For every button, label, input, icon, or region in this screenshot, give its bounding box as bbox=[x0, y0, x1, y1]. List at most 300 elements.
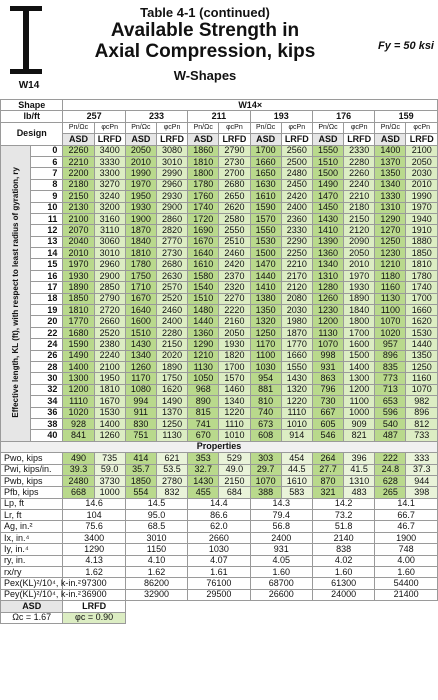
lrfd-strength-cell: 2630 bbox=[156, 270, 187, 281]
asd-strength-cell: 1200 bbox=[312, 316, 343, 327]
property-value: 838 bbox=[312, 544, 374, 555]
lrfd-strength-cell: 2450 bbox=[281, 179, 312, 190]
lrfd-strength-cell: 1370 bbox=[156, 407, 187, 418]
lrfd-strength-cell: 2700 bbox=[219, 168, 250, 179]
asd-symbol: Pn/Ωc bbox=[188, 122, 219, 133]
lrfd-strength-cell: 821 bbox=[344, 430, 375, 441]
lrfd-strength-cell: 1220 bbox=[219, 407, 250, 418]
lrfd-strength-cell: 1880 bbox=[406, 236, 438, 247]
kl-value: 38 bbox=[31, 418, 63, 429]
asd-strength-cell: 835 bbox=[375, 361, 406, 372]
property-value: 2480 bbox=[63, 475, 94, 486]
property-value: 75.6 bbox=[63, 521, 125, 532]
asd-strength-cell: 1490 bbox=[312, 179, 343, 190]
lrfd-strength-cell: 2520 bbox=[94, 327, 125, 338]
asd-strength-cell: 1630 bbox=[250, 179, 281, 190]
asd-strength-cell: 1260 bbox=[125, 361, 156, 372]
asd-strength-cell: 1100 bbox=[375, 305, 406, 316]
strength-row bbox=[1, 202, 438, 213]
property-value: 1850 bbox=[125, 475, 156, 486]
asd-strength-cell: 1640 bbox=[125, 305, 156, 316]
asd-strength-cell: 1160 bbox=[375, 282, 406, 293]
property-value: 14.2 bbox=[312, 498, 374, 509]
kl-value: 22 bbox=[31, 327, 63, 338]
lrfd-strength-cell: 2790 bbox=[94, 293, 125, 304]
property-value: 62.0 bbox=[188, 521, 250, 532]
asd-strength-cell: 1690 bbox=[188, 225, 219, 236]
property-value: 76100 bbox=[188, 578, 250, 589]
lrfd-strength-cell: 3300 bbox=[94, 168, 125, 179]
lrfd-strength-cell: 2730 bbox=[156, 248, 187, 259]
weight-value: 257 bbox=[63, 111, 125, 122]
property-value: 51.8 bbox=[312, 521, 374, 532]
weight-value: 176 bbox=[312, 111, 374, 122]
property-value: 53.5 bbox=[156, 464, 187, 475]
asd-strength-cell: 540 bbox=[375, 418, 406, 429]
lrfd-strength-cell: 1770 bbox=[281, 339, 312, 350]
strength-row bbox=[1, 236, 438, 247]
property-value: 4.13 bbox=[63, 555, 125, 566]
lrfd-strength-cell: 1530 bbox=[406, 327, 438, 338]
property-value: 264 bbox=[312, 453, 343, 464]
lrfd-strength-cell: 2330 bbox=[344, 145, 375, 156]
asd-strength-cell: 653 bbox=[375, 396, 406, 407]
lrfd-strength-cell: 1110 bbox=[219, 418, 250, 429]
lrfd-strength-cell: 3400 bbox=[94, 145, 125, 156]
property-value: 29.7 bbox=[250, 464, 281, 475]
asd-strength-cell: 1570 bbox=[250, 213, 281, 224]
asd-strength-cell: 1210 bbox=[375, 259, 406, 270]
kl-value: 34 bbox=[31, 396, 63, 407]
lrfd-strength-cell: 1200 bbox=[344, 384, 375, 395]
shape-label: Shape bbox=[1, 100, 63, 111]
properties-title: Properties bbox=[1, 441, 438, 452]
lrfd-strength-cell: 2180 bbox=[344, 202, 375, 213]
asd-strength-cell: 1860 bbox=[188, 145, 219, 156]
property-value: 735 bbox=[94, 453, 125, 464]
asd-strength-cell: 830 bbox=[125, 418, 156, 429]
lrfd-strength-cell: 914 bbox=[281, 430, 312, 441]
property-value: 454 bbox=[281, 453, 312, 464]
property-value: 14.1 bbox=[375, 498, 438, 509]
lrfd-strength-cell: 1430 bbox=[281, 373, 312, 384]
asd-strength-cell: 1340 bbox=[375, 179, 406, 190]
asd-strength-cell: 1610 bbox=[188, 259, 219, 270]
asd-strength-cell: 546 bbox=[312, 430, 343, 441]
lrfd-strength-cell: 2820 bbox=[156, 225, 187, 236]
property-value: 668 bbox=[63, 487, 94, 498]
lrfd-strength-cell: 2050 bbox=[406, 156, 438, 167]
asd-strength-cell: 1870 bbox=[125, 225, 156, 236]
strength-row bbox=[1, 350, 438, 361]
strength-row bbox=[1, 282, 438, 293]
asd-strength-cell: 1320 bbox=[250, 316, 281, 327]
asd-strength-cell: 1770 bbox=[63, 316, 94, 327]
kl-value: 18 bbox=[31, 293, 63, 304]
asd-strength-cell: 1710 bbox=[125, 282, 156, 293]
property-value: 4.02 bbox=[312, 555, 374, 566]
asd-strength-cell: 1700 bbox=[250, 145, 281, 156]
asd-strength-cell: 1390 bbox=[312, 236, 343, 247]
table-subtitle: W-Shapes bbox=[173, 68, 237, 83]
lrfd-strength-cell: 1700 bbox=[344, 327, 375, 338]
lrfd-strength-cell: 1400 bbox=[94, 418, 125, 429]
lrfd-strength-cell: 1950 bbox=[94, 373, 125, 384]
lrfd-strength-cell: 2560 bbox=[281, 145, 312, 156]
property-value: 321 bbox=[312, 487, 343, 498]
lrfd-strength-cell: 1350 bbox=[406, 350, 438, 361]
lrfd-strength-cell: 2510 bbox=[219, 236, 250, 247]
lrfd-strength-cell: 1910 bbox=[406, 225, 438, 236]
asd-strength-cell: 1350 bbox=[375, 168, 406, 179]
property-value: 68700 bbox=[250, 578, 312, 589]
lrfd-strength-cell: 1130 bbox=[156, 430, 187, 441]
asd-strength-cell: 1070 bbox=[312, 339, 343, 350]
asd-strength-cell: 2210 bbox=[63, 156, 94, 167]
effective-length-axis bbox=[1, 145, 31, 441]
strength-row bbox=[1, 270, 438, 281]
lrfd-label: LRFD bbox=[94, 134, 125, 145]
property-label: Iy, in.⁴ bbox=[1, 544, 63, 555]
symbol-row bbox=[1, 122, 438, 133]
asd-strength-cell: 1680 bbox=[63, 327, 94, 338]
property-value: 56.8 bbox=[250, 521, 312, 532]
property-label: Pey(KL)²/10⁴, k-in.² bbox=[1, 589, 63, 600]
lrfd-strength-cell: 3330 bbox=[94, 156, 125, 167]
lrfd-strength-cell: 3270 bbox=[94, 179, 125, 190]
lrfd-strength-cell: 2120 bbox=[344, 225, 375, 236]
asd-strength-cell: 1510 bbox=[125, 327, 156, 338]
kl-value: 10 bbox=[31, 202, 63, 213]
asd-strength-cell: 1800 bbox=[188, 168, 219, 179]
asd-strength-cell: 1250 bbox=[250, 327, 281, 338]
lrfd-strength-cell: 3080 bbox=[156, 145, 187, 156]
property-value: 832 bbox=[156, 487, 187, 498]
lrfd-strength-cell: 2010 bbox=[344, 259, 375, 270]
asd-strength-cell: 487 bbox=[375, 430, 406, 441]
asd-strength-cell: 890 bbox=[188, 396, 219, 407]
section-property-row bbox=[1, 532, 438, 543]
lrfd-strength-cell: 1460 bbox=[219, 384, 250, 395]
property-row bbox=[1, 498, 438, 509]
lrfd-strength-cell: 2120 bbox=[281, 282, 312, 293]
property-label: Pwi, kips/in. bbox=[1, 464, 63, 475]
property-value: 97300 bbox=[63, 578, 125, 589]
asd-strength-cell: 1480 bbox=[188, 305, 219, 316]
strength-row bbox=[1, 293, 438, 304]
asd-strength-cell: 841 bbox=[63, 430, 94, 441]
kl-value: 11 bbox=[31, 213, 63, 224]
asd-strength-cell: 863 bbox=[312, 373, 343, 384]
lrfd-strength-cell: 2320 bbox=[219, 282, 250, 293]
lrfd-strength-cell: 1010 bbox=[281, 418, 312, 429]
kl-value: 40 bbox=[31, 430, 63, 441]
lrfd-strength-cell: 2570 bbox=[156, 282, 187, 293]
asd-strength-cell: 1250 bbox=[375, 236, 406, 247]
asd-strength-cell: 1350 bbox=[250, 305, 281, 316]
lrfd-strength-cell: 1570 bbox=[219, 373, 250, 384]
property-value: 870 bbox=[312, 475, 343, 486]
strength-row bbox=[1, 430, 438, 441]
property-value: 4.05 bbox=[250, 555, 312, 566]
asd-strength-cell: 810 bbox=[250, 396, 281, 407]
lrfd-strength-cell: 2460 bbox=[156, 305, 187, 316]
asd-strength-cell: 673 bbox=[250, 418, 281, 429]
lrfd-strength-cell: 2520 bbox=[156, 293, 187, 304]
kl-value: 30 bbox=[31, 373, 63, 384]
lrfd-strength-cell: 1820 bbox=[219, 350, 250, 361]
property-value: 265 bbox=[375, 487, 406, 498]
asd-strength-cell: 2010 bbox=[125, 156, 156, 167]
property-value: 2400 bbox=[250, 532, 312, 543]
kl-value: 32 bbox=[31, 384, 63, 395]
lrfd-strength-cell: 1850 bbox=[406, 248, 438, 259]
lrfd-strength-cell: 1810 bbox=[406, 259, 438, 270]
property-value: 14.4 bbox=[188, 498, 250, 509]
section-property-row bbox=[1, 544, 438, 555]
lrfd-strength-cell: 2050 bbox=[344, 248, 375, 259]
lrfd-strength-cell: 3240 bbox=[94, 191, 125, 202]
lrfd-strength-cell: 1930 bbox=[344, 282, 375, 293]
kl-value: 12 bbox=[31, 225, 63, 236]
asd-symbol: Pn/Ωc bbox=[250, 122, 281, 133]
property-value: 1.60 bbox=[250, 567, 312, 578]
section-property-row bbox=[1, 578, 438, 589]
lrfd-strength-cell: 1530 bbox=[94, 407, 125, 418]
lrfd-strength-cell: 2580 bbox=[219, 213, 250, 224]
lrfd-strength-cell: 1660 bbox=[281, 350, 312, 361]
lrfd-strength-cell: 2680 bbox=[219, 179, 250, 190]
property-row bbox=[1, 475, 438, 486]
property-value: 24.8 bbox=[375, 464, 406, 475]
property-value: 27.7 bbox=[312, 464, 343, 475]
property-value: 529 bbox=[219, 453, 250, 464]
lrfd-strength-cell: 1840 bbox=[344, 305, 375, 316]
asd-strength-cell: 1070 bbox=[375, 316, 406, 327]
lrfd-strength-cell: 2620 bbox=[219, 202, 250, 213]
asd-label: ASD bbox=[188, 134, 219, 145]
property-row bbox=[1, 487, 438, 498]
lrfd-strength-cell: 3160 bbox=[94, 213, 125, 224]
lrfd-strength-cell: 3110 bbox=[94, 225, 125, 236]
asd-strength-cell: 815 bbox=[188, 407, 219, 418]
lrfd-strength-cell: 2550 bbox=[219, 225, 250, 236]
lrfd-strength-cell: 2930 bbox=[156, 191, 187, 202]
property-value: 3010 bbox=[125, 532, 187, 543]
lrfd-strength-cell: 2100 bbox=[406, 145, 438, 156]
design-label: Design bbox=[1, 122, 63, 145]
asd-strength-cell: 1900 bbox=[125, 213, 156, 224]
asd-strength-cell: 2130 bbox=[63, 202, 94, 213]
asd-strength-cell: 1200 bbox=[63, 384, 94, 395]
asd-strength-cell: 1080 bbox=[125, 384, 156, 395]
asd-strength-cell: 881 bbox=[250, 384, 281, 395]
asd-strength-cell: 1640 bbox=[188, 248, 219, 259]
table-number: Table 4-1 (continued) bbox=[140, 5, 270, 20]
lrfd-strength-cell: 733 bbox=[406, 430, 438, 441]
asd-strength-cell: 994 bbox=[125, 396, 156, 407]
lrfd-strength-cell: 1250 bbox=[156, 418, 187, 429]
weight-label: lb/ft bbox=[1, 111, 63, 122]
lrfd-strength-cell: 909 bbox=[344, 418, 375, 429]
asd-strength-cell: 911 bbox=[125, 407, 156, 418]
asd-strength-cell: 751 bbox=[125, 430, 156, 441]
property-value: 37.3 bbox=[406, 464, 438, 475]
table-header bbox=[0, 0, 438, 98]
asd-strength-cell: 1670 bbox=[125, 293, 156, 304]
asd-strength-cell: 605 bbox=[312, 418, 343, 429]
property-row bbox=[1, 453, 438, 464]
strength-row bbox=[1, 327, 438, 338]
lrfd-symbol: φcPn bbox=[344, 122, 375, 133]
lrfd-strength-cell: 1600 bbox=[344, 339, 375, 350]
lrfd-strength-cell: 812 bbox=[406, 418, 438, 429]
lrfd-label: LRFD bbox=[406, 134, 438, 145]
property-value: 46.7 bbox=[375, 521, 438, 532]
property-value: 29500 bbox=[188, 589, 250, 600]
property-value: 583 bbox=[281, 487, 312, 498]
property-label: Ix, in.⁴ bbox=[1, 532, 63, 543]
asd-strength-cell: 1780 bbox=[125, 259, 156, 270]
asd-strength-cell: 2040 bbox=[63, 236, 94, 247]
asd-strength-cell: 1810 bbox=[188, 156, 219, 167]
asd-strength-cell: 1810 bbox=[125, 248, 156, 259]
section-property-row bbox=[1, 555, 438, 566]
lrfd-strength-cell: 2360 bbox=[281, 213, 312, 224]
property-label: rx/ry bbox=[1, 567, 63, 578]
lrfd-strength-cell: 1300 bbox=[344, 373, 375, 384]
property-value: 621 bbox=[156, 453, 187, 464]
property-value: 35.7 bbox=[125, 464, 156, 475]
property-value: 59.0 bbox=[94, 464, 125, 475]
lrfd-strength-cell: 982 bbox=[406, 396, 438, 407]
asd-strength-cell: 1170 bbox=[250, 339, 281, 350]
property-value: 2780 bbox=[156, 475, 187, 486]
asd-strength-cell: 1930 bbox=[63, 270, 94, 281]
strength-row bbox=[1, 248, 438, 259]
lrfd-strength-cell: 1970 bbox=[406, 202, 438, 213]
kl-value: 20 bbox=[31, 316, 63, 327]
asd-strength-cell: 1430 bbox=[125, 339, 156, 350]
kl-value: 19 bbox=[31, 305, 63, 316]
property-row bbox=[1, 464, 438, 475]
asd-strength-cell: 1360 bbox=[312, 248, 343, 259]
kl-value: 15 bbox=[31, 259, 63, 270]
property-label: Lp, ft bbox=[1, 498, 63, 509]
asd-strength-cell: 1130 bbox=[312, 327, 343, 338]
asd-strength-cell: 1410 bbox=[250, 282, 281, 293]
lrfd-strength-cell: 2900 bbox=[94, 270, 125, 281]
asd-strength-cell: 1280 bbox=[312, 282, 343, 293]
strength-row bbox=[1, 225, 438, 236]
property-value: 333 bbox=[406, 453, 438, 464]
property-value: 1310 bbox=[344, 475, 375, 486]
asd-strength-cell: 1230 bbox=[312, 305, 343, 316]
asd-strength-cell: 2050 bbox=[125, 145, 156, 156]
property-value: 396 bbox=[344, 453, 375, 464]
property-value: 86.6 bbox=[188, 510, 250, 521]
property-value: 748 bbox=[375, 544, 438, 555]
asd-strength-cell: 2070 bbox=[63, 225, 94, 236]
lrfd-strength-cell: 2790 bbox=[219, 145, 250, 156]
property-value: 303 bbox=[250, 453, 281, 464]
kl-value: 8 bbox=[31, 179, 63, 190]
kl-value: 26 bbox=[31, 350, 63, 361]
omega-value: Ωc = 1.67 bbox=[1, 612, 63, 623]
property-value: 61300 bbox=[312, 578, 374, 589]
property-value: 684 bbox=[219, 487, 250, 498]
asd-strength-cell: 2010 bbox=[63, 248, 94, 259]
strength-row bbox=[1, 361, 438, 372]
asd-strength-cell: 1050 bbox=[188, 373, 219, 384]
shape-tag: W14 bbox=[18, 80, 40, 91]
asd-strength-cell: 1450 bbox=[312, 202, 343, 213]
lrfd-strength-cell: 1440 bbox=[406, 339, 438, 350]
asd-strength-cell: 1530 bbox=[250, 236, 281, 247]
property-label: Pex(KL)²/10⁴, k-in.² bbox=[1, 578, 63, 589]
lrfd-strength-cell: 1320 bbox=[281, 384, 312, 395]
lrfd-strength-cell: 1400 bbox=[344, 361, 375, 372]
lrfd-strength-cell: 1110 bbox=[281, 407, 312, 418]
asd-strength-cell: 730 bbox=[312, 396, 343, 407]
asd-strength-cell: 1310 bbox=[375, 202, 406, 213]
property-value: 1900 bbox=[375, 532, 438, 543]
asd-strength-cell: 1840 bbox=[125, 236, 156, 247]
asd-strength-cell: 740 bbox=[250, 407, 281, 418]
asd-label: ASD bbox=[250, 134, 281, 145]
asd-strength-cell: 1510 bbox=[188, 293, 219, 304]
property-value: 104 bbox=[63, 510, 125, 521]
lrfd-strength-cell: 2020 bbox=[156, 350, 187, 361]
asd-symbol: Pn/Ωc bbox=[312, 122, 343, 133]
property-value: 2150 bbox=[219, 475, 250, 486]
lrfd-strength-cell: 2260 bbox=[344, 168, 375, 179]
lrfd-strength-cell: 1010 bbox=[219, 430, 250, 441]
asd-strength-cell: 1100 bbox=[250, 350, 281, 361]
asd-strength-cell: 1290 bbox=[188, 339, 219, 350]
lrfd-strength-cell: 1890 bbox=[344, 293, 375, 304]
lrfd-strength-cell: 2270 bbox=[219, 293, 250, 304]
property-value: 222 bbox=[375, 453, 406, 464]
property-value: 1.60 bbox=[375, 567, 438, 578]
asd-strength-cell: 1110 bbox=[63, 396, 94, 407]
section-property-row bbox=[1, 521, 438, 532]
asd-strength-cell: 1610 bbox=[250, 191, 281, 202]
asd-strength-cell: 1590 bbox=[250, 202, 281, 213]
asd-strength-cell: 1130 bbox=[375, 293, 406, 304]
asd-strength-cell: 2150 bbox=[63, 191, 94, 202]
lrfd-strength-cell: 1660 bbox=[406, 305, 438, 316]
property-value: 49.0 bbox=[219, 464, 250, 475]
phi-value: φc = 0.90 bbox=[63, 612, 125, 623]
property-value: 490 bbox=[63, 453, 94, 464]
asd-strength-cell: 713 bbox=[375, 384, 406, 395]
weight-row bbox=[1, 111, 438, 122]
lrfd-strength-cell: 2150 bbox=[156, 339, 187, 350]
asd-strength-cell: 1400 bbox=[63, 361, 94, 372]
asd-strength-cell: 2180 bbox=[63, 179, 94, 190]
property-value: 944 bbox=[406, 475, 438, 486]
asd-strength-cell: 1590 bbox=[63, 339, 94, 350]
property-value: 86200 bbox=[125, 578, 187, 589]
asd-symbol: Pn/Ωc bbox=[375, 122, 406, 133]
lrfd-strength-cell: 2850 bbox=[94, 282, 125, 293]
asd-symbol: Pn/Ωc bbox=[125, 122, 156, 133]
asd-label: ASD bbox=[312, 134, 343, 145]
asd-strength-cell: 1540 bbox=[188, 282, 219, 293]
property-value: 73.2 bbox=[312, 510, 374, 521]
strength-row bbox=[1, 191, 438, 202]
